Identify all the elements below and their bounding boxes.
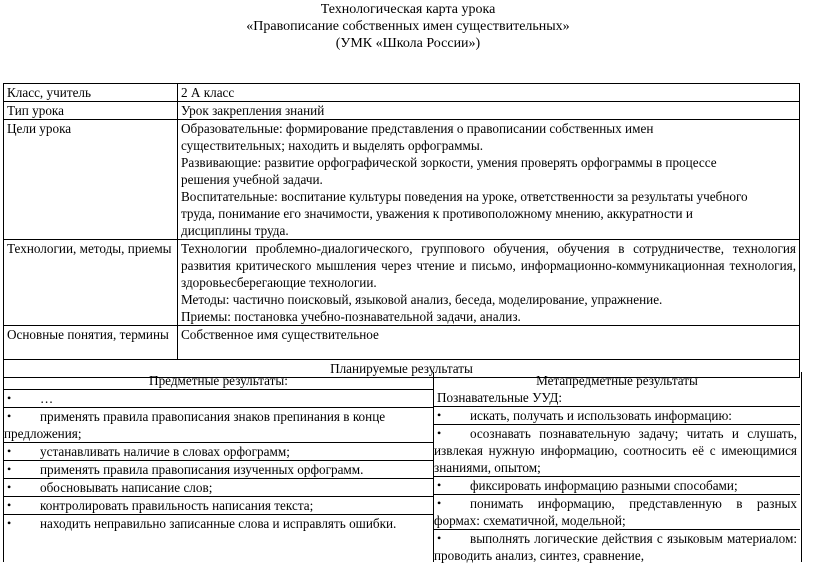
- list-item: • применять правила правописания знаков препинания в конце предложения;: [4, 409, 386, 441]
- meta-results-column: [434, 372, 800, 562]
- table-row: [4, 326, 800, 360]
- lesson-card-table: [3, 83, 800, 378]
- table-row: [4, 84, 800, 102]
- bullet-icon: •: [7, 391, 12, 405]
- techniques-text: Приемы: постановка учебно-познавательной задачи, анализ.: [181, 309, 521, 324]
- bullet-icon: •: [7, 480, 12, 494]
- row-label: Цели урока: [4, 120, 178, 240]
- goal-educational: Образовательные: формирование представления о правописании собственных имен существительных; находить и выделять орфограммы.: [181, 121, 654, 153]
- table-row: [4, 240, 800, 326]
- planned-results-heading: Планируемые результаты: [4, 360, 800, 378]
- table-row: [4, 102, 800, 120]
- goal-developmental: Развивающие: развитие орфографической зоркости, умения проверять орфограммы в процессе решения учебной задачи.: [181, 155, 717, 187]
- row-value: Урок закрепления знаний: [178, 102, 800, 120]
- subject-results-heading: Предметные результаты:: [149, 373, 288, 388]
- list-item: • понимать информацию, представленную в разных формах: схематичной, модельной;: [434, 496, 797, 528]
- document-title: Технологическая карта урока: [320, 2, 496, 17]
- bullet-icon: •: [437, 408, 442, 422]
- bullet-icon: •: [7, 409, 12, 423]
- subject-results-column: [4, 372, 434, 562]
- row-label: Тип урока: [4, 102, 178, 120]
- list-item: • …: [7, 391, 54, 406]
- lesson-topic: «Правописание собственных имен существительных»: [246, 19, 570, 34]
- bullet-icon: •: [437, 426, 442, 440]
- list-item: • осознавать познавательную задачу; читать и слушать, извлекая нужную информацию, соотносить её с имеющимися знаниями, опытом;: [434, 426, 797, 475]
- cognitive-uud-heading: Познавательные УУД:: [437, 390, 563, 405]
- bullet-icon: •: [437, 496, 442, 510]
- list-item: • выполнять логические действия с языковым материалом: проводить анализ, синтез, сравнение,: [434, 531, 797, 563]
- bullet-icon: •: [7, 444, 12, 458]
- list-item: • фиксировать информацию разными способами;: [437, 478, 738, 493]
- row-label: Основные понятия, термины: [4, 326, 178, 360]
- row-label: Класс, учитель: [4, 84, 178, 102]
- row-label: Технологии, методы, приемы: [4, 240, 178, 326]
- meta-results-heading: Метапредметные результаты: [536, 373, 698, 388]
- bullet-icon: •: [7, 462, 12, 476]
- list-item: • искать, получать и использовать информацию:: [437, 408, 732, 423]
- methods-text: Методы: частично поисковый, языковой анализ, беседа, моделирование, упражнение.: [181, 292, 663, 307]
- list-item: • устанавливать наличие в словах орфограмм;: [7, 444, 290, 459]
- bullet-icon: •: [7, 498, 12, 512]
- table-row: [4, 120, 800, 240]
- list-item: • контролировать правильность написания текста;: [7, 498, 314, 513]
- bullet-icon: •: [437, 478, 442, 492]
- row-value: 2 А класс: [178, 84, 800, 102]
- goal-upbringing: Воспитательные: воспитание культуры поведения на уроке, ответственности за результаты учебного труда, понимание его значимости, уважения к противоположному мнению, аккуратности и дисциплины труда.: [181, 189, 748, 238]
- curriculum-name: (УМК «Школа России»): [335, 36, 481, 51]
- bullet-icon: •: [7, 516, 12, 530]
- bullet-icon: •: [437, 531, 442, 545]
- list-item: • обосновывать написание слов;: [7, 480, 213, 495]
- row-value: [178, 240, 800, 326]
- row-value: [178, 120, 800, 240]
- list-item: • находить неправильно записанные слова и исправлять ошибки.: [7, 516, 397, 531]
- results-section: [3, 372, 802, 562]
- list-item: • применять правила правописания изученных орфограмм.: [7, 462, 364, 477]
- row-value: Собственное имя существительное: [178, 326, 800, 360]
- technologies-text: Технологии проблемно-диалогического, группового обучения, обучения в сотрудничестве, технология развития критического мышления через чтение и письмо, информационно-коммуникационная технология, здоровьесберегающие технологии.: [181, 241, 796, 290]
